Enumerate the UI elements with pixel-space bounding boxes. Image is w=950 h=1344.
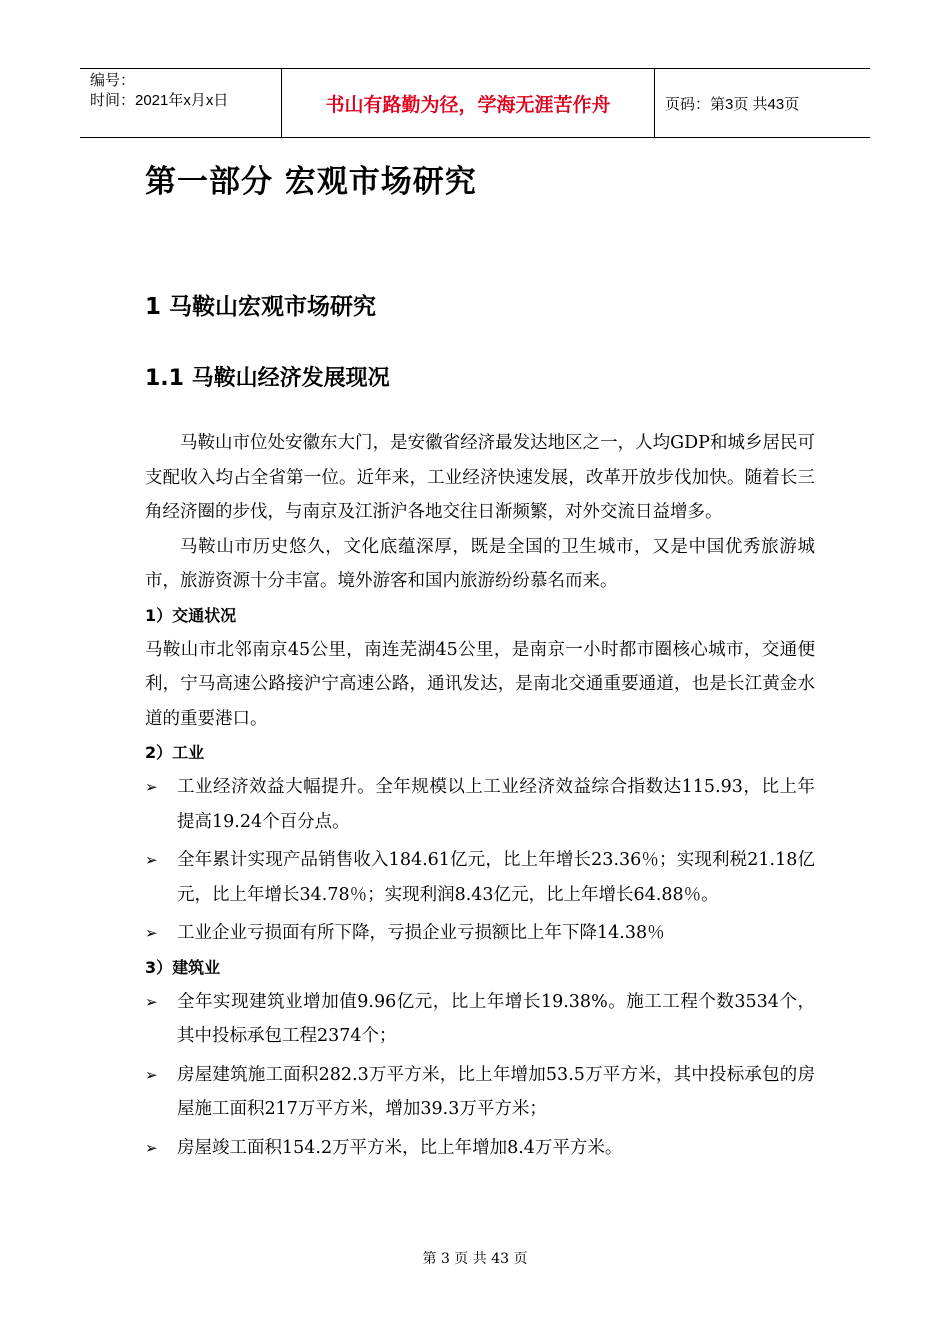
part-title: 第一部分 宏观市场研究 <box>145 164 477 200</box>
list-item <box>145 843 815 912</box>
header-motto: 书山有路勤为径，学海无涯苦作舟 <box>281 69 655 137</box>
header-page-info: 页码：第3页 共43页 <box>665 95 800 113</box>
arrow-bullet-icon: ➢ <box>145 992 158 1011</box>
arrow-bullet-icon: ➢ <box>145 851 158 869</box>
arrow-bullet-icon: ➢ <box>145 924 158 942</box>
number-label: 编号： <box>90 72 136 89</box>
arrow-bullet-icon: ➢ <box>145 1065 158 1084</box>
list-item-text: 全年累计实现产品销售收入184.61亿元，比上年增长23.36％；实现利税21.18亿元，比上年增长34.78％；实现利润8.43亿元，比上年增长64.88％。 <box>177 850 815 905</box>
traffic-heading: 1）交通状况 <box>145 605 237 625</box>
arrow-bullet-icon: ➢ <box>145 1138 158 1157</box>
list-item <box>145 770 815 839</box>
construction-heading: 3）建筑业 <box>145 957 221 977</box>
header-meta <box>80 69 281 137</box>
arrow-bullet-icon: ➢ <box>145 778 158 796</box>
traffic-text: 马鞍山市北邻南京45公里，南连芜湖45公里，是南京一小时都市圈核心城市，交通便利，宁马高速公路接沪宁高速公路，通讯发达，是南北交通重要通道，也是长江黄金水道的重要港口。 <box>145 639 815 729</box>
document-body <box>145 150 815 1165</box>
time-label: 时间：2021年x月x日 <box>90 92 229 109</box>
industry-heading: 2）工业 <box>145 743 205 762</box>
list-item <box>145 1058 815 1127</box>
page-footer: 第 3 页 共 43 页 <box>422 1251 528 1267</box>
list-item-text: 工业企业亏损面有所下降，亏损企业亏损额比上年下降14.38％ <box>177 923 665 943</box>
list-item <box>145 916 815 951</box>
page-header <box>80 68 870 138</box>
list-item <box>145 985 815 1054</box>
list-item-text: 房屋竣工面积154.2万平方米，比上年增加8.4万平方米。 <box>177 1137 623 1158</box>
section-heading: 1 马鞍山宏观市场研究 <box>145 294 377 320</box>
list-item-text: 房屋建筑施工面积282.3万平方米，比上年增加53.5万平方米，其中投标承包的房屋施工面积217万平方米，增加39.3万平方米； <box>177 1064 815 1119</box>
paragraph-economy: 马鞍山市位处安徽东大门，是安徽省经济最发达地区之一，人均GDP和城乡居民可支配收入均占全省第一位。近年来，工业经济快速发展，改革开放步伐加快。随着长三角经济圈的步伐，与南京及江浙沪各地交往日渐频繁，对外交流日益增多。 <box>145 433 815 522</box>
list-item <box>145 1131 815 1166</box>
paragraph-history: 马鞍山市历史悠久，文化底蕴深厚，既是全国的卫生城市，又是中国优秀旅游城市，旅游资源十分丰富。境外游客和国内旅游纷纷慕名而来。 <box>145 536 815 591</box>
list-item-text: 工业经济效益大幅提升。全年规模以上工业经济效益综合指数达115.93，比上年提高19.24个百分点。 <box>177 777 815 832</box>
subsection-heading: 1.1 马鞍山经济发展现况 <box>145 366 390 391</box>
list-item-text: 全年实现建筑业增加值9.96亿元，比上年增长19.38%。施工工程个数3534个，其中投标承包工程2374个； <box>177 991 815 1046</box>
